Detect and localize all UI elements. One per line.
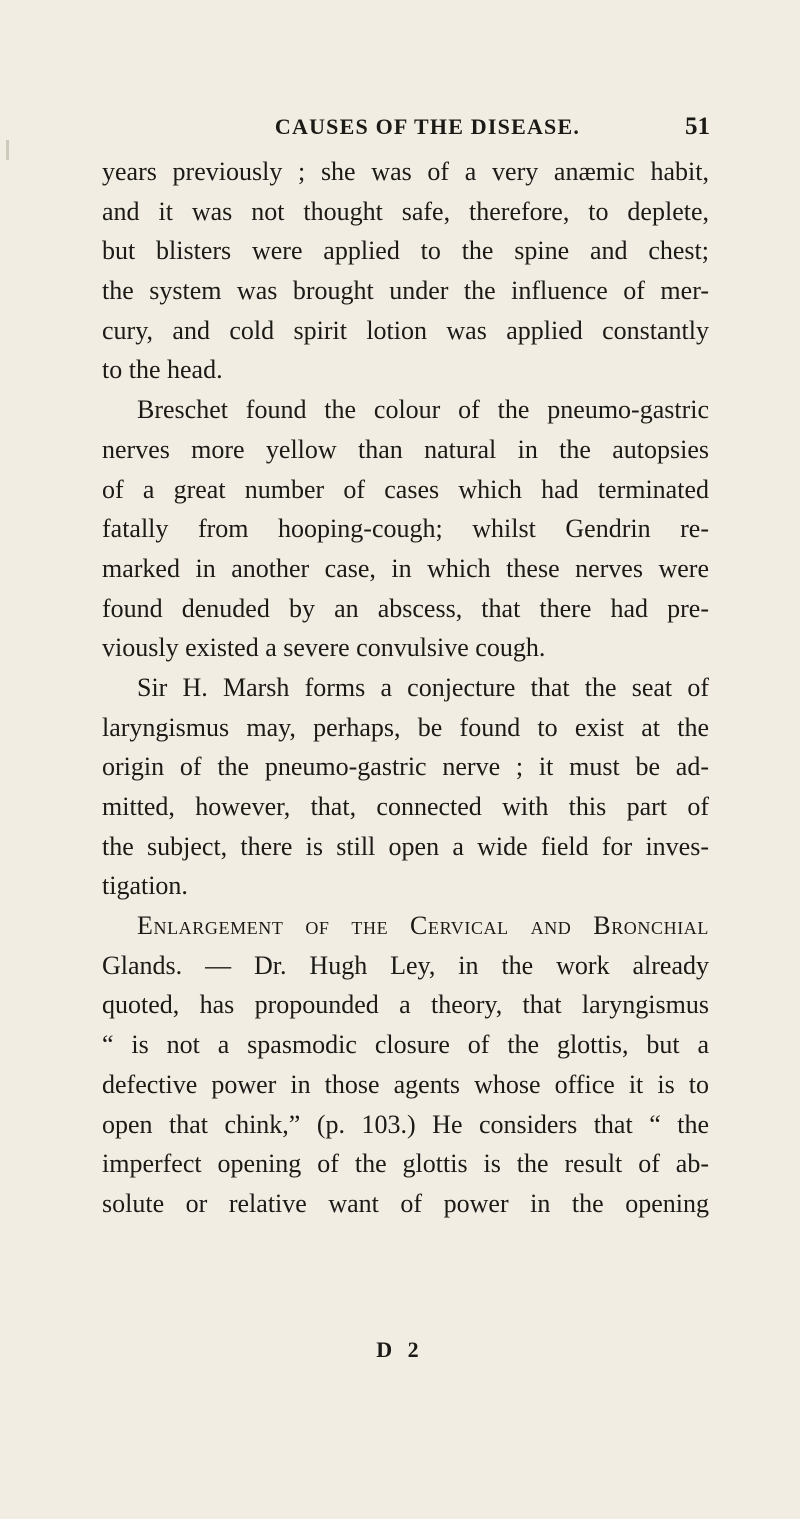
page-edge-mark — [6, 140, 9, 160]
text-line: imperfect opening of the glottis is the result of ab- — [102, 1149, 709, 1179]
body-text — [102, 152, 709, 1224]
text-line: years previously ; she was of a very anæmic habit, — [102, 157, 709, 186]
text-line: to the head. — [102, 355, 223, 385]
text-line: “ is not a spasmodic closure of the glottis, but a — [102, 1030, 709, 1060]
text-line: cury, and cold spirit lotion was applied constantly — [102, 315, 709, 345]
text-line: nerves more yellow than natural in the autopsies — [102, 434, 709, 464]
page-number: 51 — [685, 113, 710, 140]
text-line: Breschet found the colour of the pneumo-gastric — [137, 395, 709, 425]
signature-mark: D 2 — [376, 1337, 424, 1362]
text-line: found denuded by an abscess, that there had pre- — [102, 593, 709, 623]
text-line: defective power in those agents whose office it is to — [102, 1069, 709, 1099]
text-line: the subject, there is still open a wide field for inves- — [102, 831, 709, 861]
text-line: the system was brought under the influence of mer- — [102, 276, 709, 306]
text-line: solute or relative want of power in the opening — [102, 1188, 709, 1218]
text-line: open that chink,” (p. 103.) He considers that “ the — [102, 1109, 709, 1139]
text-line: mitted, however, that, connected with this part of — [102, 792, 709, 821]
text-line: but blisters were applied to the spine and chest; — [102, 236, 709, 266]
text-line: and it was not thought safe, therefore, to deplete, — [102, 196, 709, 226]
text-line: laryngismus may, perhaps, be found to exist at the — [102, 712, 709, 742]
running-title: CAUSES OF THE DISEASE. — [274, 114, 581, 139]
text-line: Sir H. Marsh forms a conjecture that the seat of — [137, 672, 709, 702]
text-line: quoted, has propounded a theory, that laryngismus — [102, 990, 709, 1020]
text-line: marked in another case, in which these nerves were — [102, 553, 709, 583]
text-line: fatally from hooping-cough; whilst Gendrin re- — [102, 514, 709, 544]
text-line: Glands. — Dr. Hugh Ley, in the work already — [102, 950, 709, 980]
text-line: of a great number of cases which had terminated — [102, 474, 709, 504]
text-line: tigation. — [102, 871, 188, 901]
section-heading-line: Enlargement of the Cervical and Bronchial — [137, 911, 709, 941]
text-line: viously existed a severe convulsive cough. — [102, 633, 546, 663]
running-head — [145, 112, 710, 142]
text-line: origin of the pneumo-gastric nerve ; it must be ad- — [102, 752, 709, 782]
